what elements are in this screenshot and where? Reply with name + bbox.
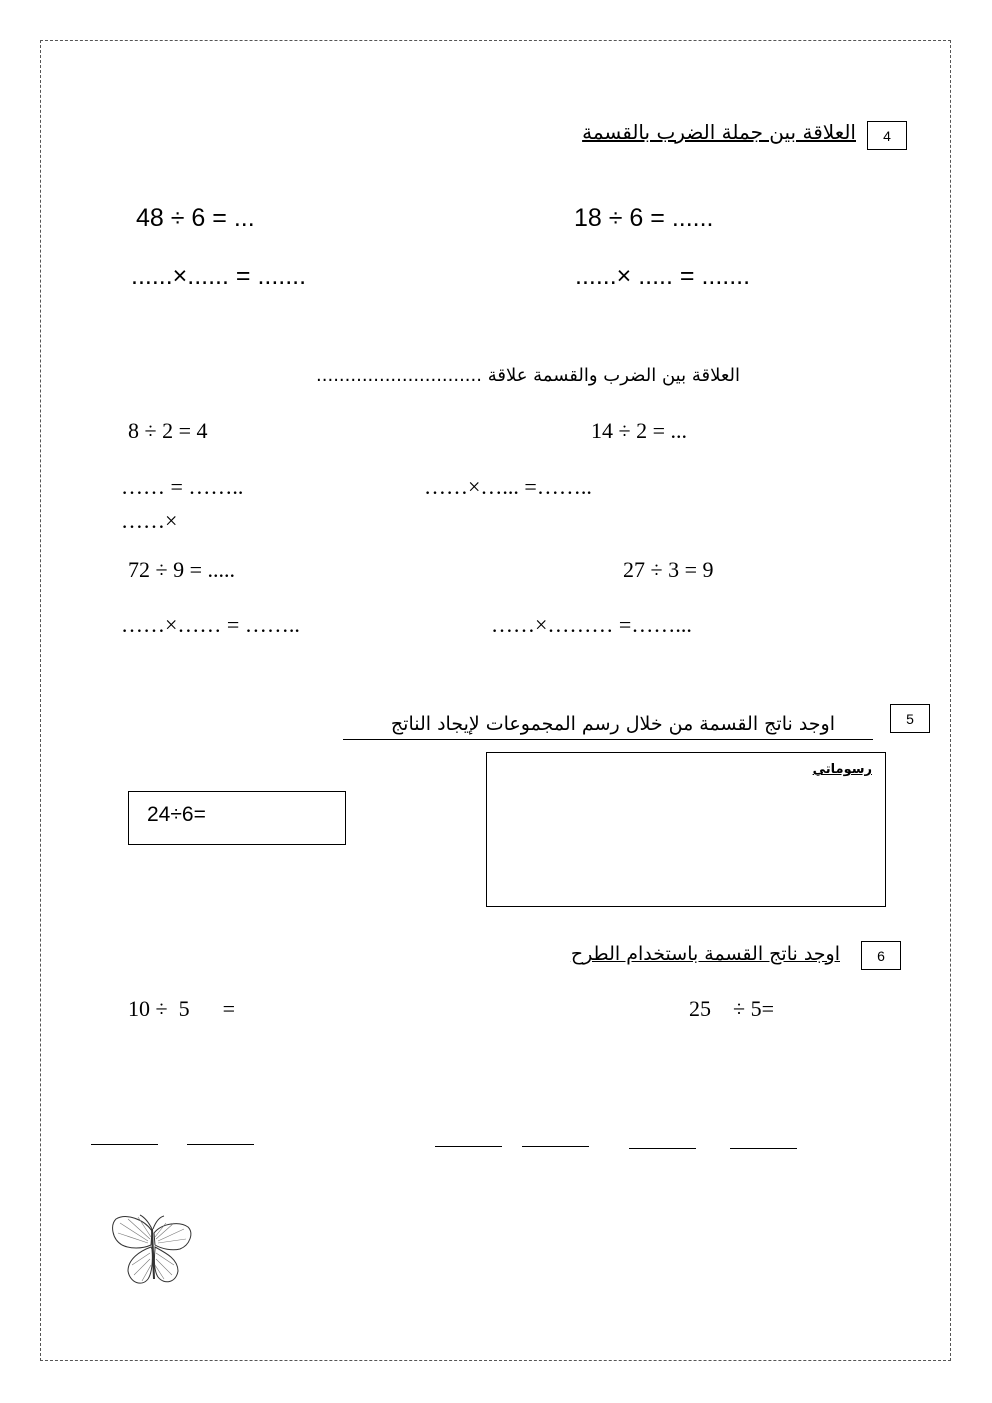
equation-48-div-6: 48 ÷ 6 = ...	[136, 204, 255, 232]
section-5-title-underline	[343, 739, 873, 740]
answer-line	[730, 1148, 797, 1149]
answer-line	[91, 1144, 158, 1145]
section-6-title: اوجد ناتج القسمة باستخدام الطرح	[570, 943, 840, 965]
relation-sentence: العلاقة بين الضرب والقسمة علاقة .............................	[316, 365, 740, 386]
fill-blank-1b: ……×	[121, 508, 178, 533]
section-5-title: اوجد ناتج القسمة من خلال رسم المجموعات لإيجاد الناتج	[390, 713, 835, 735]
answer-line	[522, 1146, 589, 1147]
multiplication-blank-right: ......× ..... = .......	[575, 262, 751, 290]
page-border	[40, 40, 951, 1361]
section-6-number: 6	[861, 941, 901, 970]
fill-blank-4: ……×……… =……...	[491, 612, 692, 637]
equation-25-div-5: 25 ÷ 5=	[689, 996, 774, 1021]
section-4-number: 4	[867, 121, 907, 150]
equation-18-div-6: 18 ÷ 6 = ......	[574, 204, 714, 232]
answer-line	[187, 1144, 254, 1145]
section-5-number: 5	[890, 704, 930, 733]
equation-27-div-3: 27 ÷ 3 = 9	[623, 557, 714, 582]
answer-line	[629, 1148, 696, 1149]
butterfly-icon	[108, 1213, 196, 1289]
fill-blank-2: ……×…... =……..	[424, 474, 592, 499]
fill-blank-1a: …… = ……..	[121, 474, 244, 499]
drawing-label: رسوماتي	[812, 762, 872, 777]
equation-24-div-6: 24÷6=	[147, 803, 206, 826]
multiplication-blank-left: ......×...... = .......	[131, 262, 307, 290]
equation-8-div-2: 8 ÷ 2 = 4	[128, 418, 208, 443]
equation-14-div-2: 14 ÷ 2 = ...	[591, 418, 687, 443]
answer-line	[435, 1146, 502, 1147]
equation-72-div-9: 72 ÷ 9 = .....	[128, 557, 235, 582]
fill-blank-3: ……×…… = ……..	[121, 612, 300, 637]
section-4-title: العلاقة بين جملة الضرب بالقسمة	[582, 120, 856, 144]
equation-10-div-5: 10 ÷ 5 =	[128, 996, 235, 1021]
